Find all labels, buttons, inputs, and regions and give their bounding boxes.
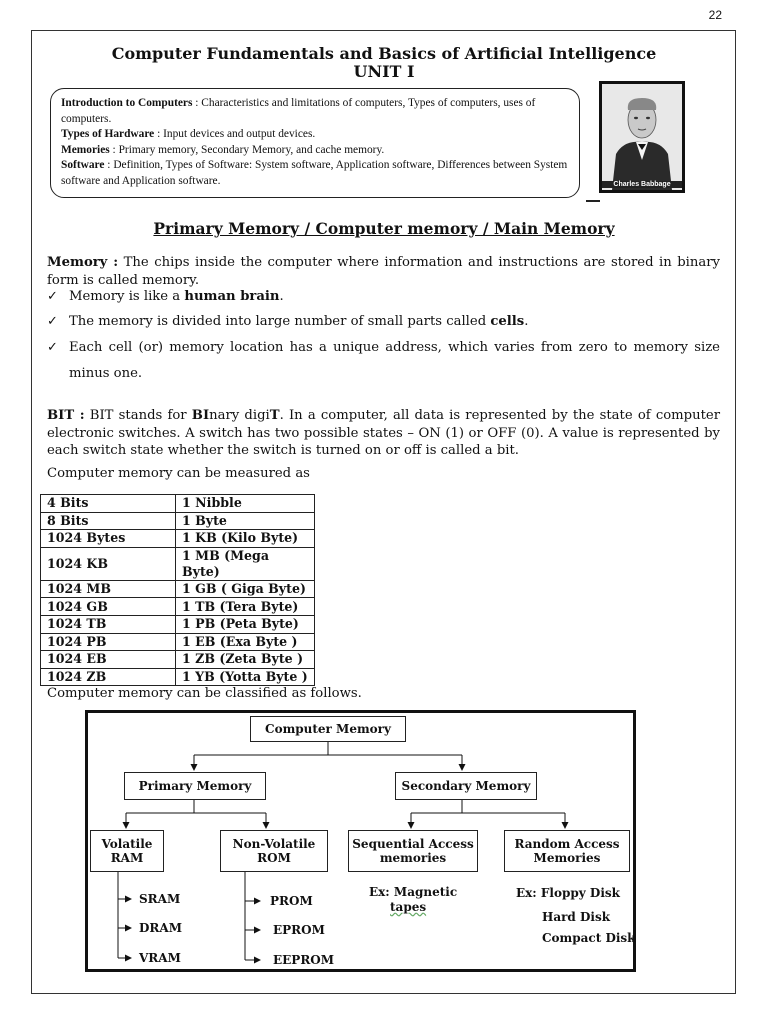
divider-mark xyxy=(586,200,600,202)
table-row: 1024 PB 1 EB (Exa Byte ) xyxy=(41,633,315,651)
node-secondary-memory: Secondary Memory xyxy=(395,772,537,800)
label-compact-disk: Compact Disk xyxy=(542,931,636,945)
memory-units-table xyxy=(40,494,315,686)
label-seq-example: Ex: Magnetic xyxy=(369,885,458,899)
label-eprom: EPROM xyxy=(273,923,325,937)
section-title: Primary Memory / Computer memory / Main Memory xyxy=(153,219,615,238)
table-row: 1024 GB 1 TB (Tera Byte) xyxy=(41,598,315,616)
table-row: 8 Bits 1 Byte xyxy=(41,512,315,530)
label-eeprom: EEPROM xyxy=(273,953,335,967)
label-dram: DRAM xyxy=(139,921,182,935)
label-sram: SRAM xyxy=(139,892,181,906)
topic-introduction: Introduction to Computers : Characteristics and limitations of computers, Types of computers, uses of computers. xyxy=(61,97,536,125)
check-icon: ✓ xyxy=(47,289,59,304)
classified-intro: Computer memory can be classified as follows. xyxy=(47,686,362,701)
check-icon: ✓ xyxy=(47,340,59,355)
topic-hardware: Types of Hardware : Input devices and output devices. xyxy=(61,128,316,140)
topic-software: Software : Definition, Types of Software: System software, Application software, Differences between System software and Application software. xyxy=(61,159,568,187)
portrait-caption: Charles Babbage xyxy=(602,181,682,188)
node-primary-memory: Primary Memory xyxy=(124,772,266,800)
measured-intro: Computer memory can be measured as xyxy=(47,466,310,481)
syllabus-box xyxy=(50,88,580,198)
memory-classification-diagram xyxy=(85,710,636,972)
label-prom: PROM xyxy=(270,894,313,908)
point-address: ✓ Each cell (or) memory location has a unique address, which varies from zero to memory size minus one. xyxy=(47,335,720,387)
point-human-brain: ✓ Memory is like a human brain. xyxy=(47,284,720,310)
memory-definition: Memory : The chips inside the computer where information and instructions are stored in binary form is called memory. xyxy=(47,255,720,288)
course-title: Computer Fundamentals and Basics of Artificial Intelligence xyxy=(111,44,657,63)
portrait-image xyxy=(602,84,682,190)
check-icon: ✓ xyxy=(47,314,59,329)
table-row: 1024 TB 1 PB (Peta Byte) xyxy=(41,615,315,633)
page-number: 22 xyxy=(708,8,722,22)
point-cells: ✓ The memory is divided into large number of small parts called cells. xyxy=(47,309,720,335)
node-non-volatile-rom: Non-Volatile ROM xyxy=(220,830,328,872)
unit-title: UNIT I xyxy=(353,62,415,81)
table-row: 1024 KB 1 MB (Mega Byte) xyxy=(41,547,315,580)
table-row: 1024 Bytes 1 KB (Kilo Byte) xyxy=(41,530,315,548)
table-row: 4 Bits 1 Nibble xyxy=(41,495,315,513)
topic-memories: Memories : Primary memory, Secondary Memory, and cache memory. xyxy=(61,143,385,156)
label-seq-example-tapes: tapes xyxy=(390,900,427,914)
table-row: 1024 ZB 1 YB (Yotta Byte ) xyxy=(41,668,315,686)
label-vram: VRAM xyxy=(139,951,181,965)
table-row: 1024 MB 1 GB ( Giga Byte) xyxy=(41,580,315,598)
node-computer-memory: Computer Memory xyxy=(250,716,406,742)
charles-babbage-portrait xyxy=(599,81,685,193)
node-random-access: Random Access Memories xyxy=(504,830,630,872)
bit-definition: BIT : BIT stands for BInary digiT. In a computer, all data is represented by the state of computer electronic switches. A switch has two possible states – ON (1) or OFF (0). A value is represented by each switch state whether the switch is turned on or off is called a bit. xyxy=(47,408,721,458)
label-floppy-disk: Ex: Floppy Disk xyxy=(516,886,620,900)
label-hard-disk: Hard Disk xyxy=(542,910,611,924)
table-row: 1024 EB 1 ZB (Zeta Byte ) xyxy=(41,651,315,669)
node-volatile-ram: Volatile RAM xyxy=(90,830,164,872)
node-sequential-access: Sequential Access memories xyxy=(348,830,478,872)
